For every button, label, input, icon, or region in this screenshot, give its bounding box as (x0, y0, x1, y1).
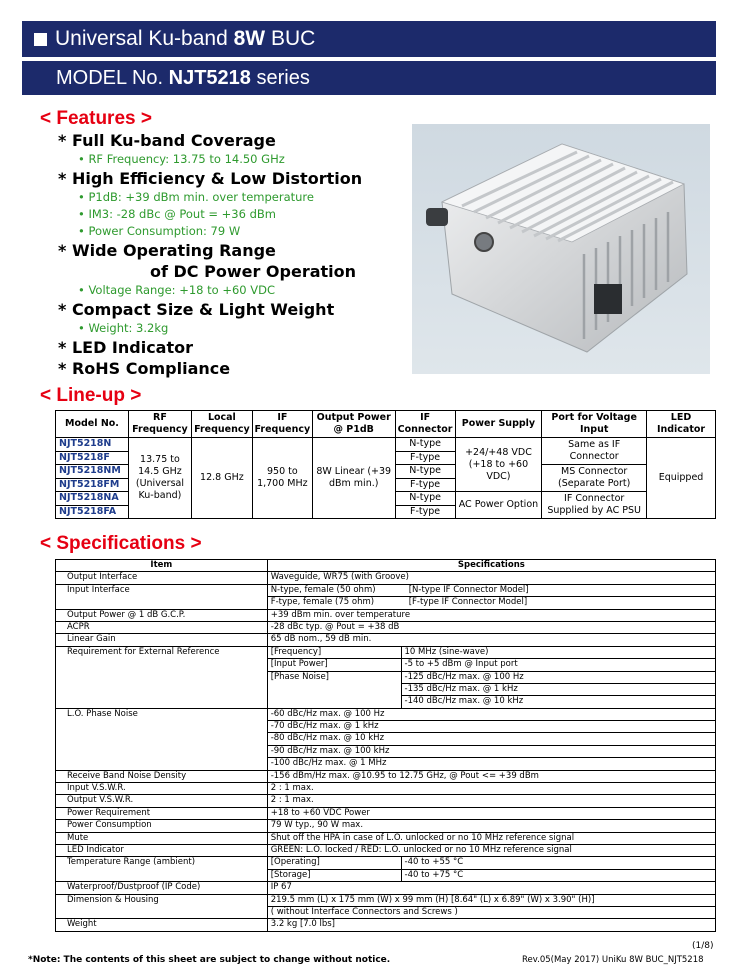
spec-value (267, 597, 715, 609)
supply-dc-cell: +24/+48 VDC (+18 to +60 VDC) (455, 438, 542, 492)
spec-item: Linear Gain (56, 634, 268, 646)
model-cell: NJT5218N (56, 438, 129, 452)
header-led: LED Indicator (647, 411, 716, 438)
spec-value: 219.5 mm (L) x 175 mm (W) x 99 mm (H) [8.64" (L) x 6.89" (W) x 3.90" (H)] (267, 894, 715, 906)
connector-cell: N-type (395, 492, 455, 506)
spec-value: -40 to +55 °C (401, 857, 716, 869)
model-post: series (256, 67, 310, 89)
spec-value-part: N-type, female (50 ohm) (270, 584, 376, 595)
header-supply: Power Supply (455, 411, 542, 438)
spec-value-part: F-type, female (75 ohm) (270, 597, 375, 608)
model-pre: MODEL No. (56, 67, 164, 89)
header-connector: IF Connector (395, 411, 455, 438)
spec-item: Input V.S.W.R. (56, 783, 268, 795)
specs-table (55, 559, 716, 932)
lineup-table (55, 410, 716, 519)
square-bullet-icon (34, 33, 47, 46)
spec-item: Temperature Range (ambient) (56, 857, 268, 882)
model-bar (22, 61, 716, 95)
led-cell: Equipped (647, 438, 716, 519)
feature-title-cont: of DC Power Operation (150, 262, 357, 281)
header-local: Local Frequency (191, 411, 252, 438)
product-photo (412, 124, 710, 374)
page-number: (1/8) (692, 941, 714, 951)
footer-note: *Note: The contents of this sheet are subject to change without notice. (28, 955, 391, 965)
title-pre: Universal Ku-band (55, 27, 228, 50)
model-cell: NJT5218F (56, 451, 129, 465)
spec-item: Weight (56, 919, 268, 931)
spec-value: -60 dBc/Hz max. @ 100 Hz (267, 708, 715, 720)
spec-value: -80 dBc/Hz max. @ 10 kHz (267, 733, 715, 745)
spec-value: 2 : 1 max. (267, 795, 715, 807)
spec-item: Requirement for External Reference (56, 646, 268, 708)
model-cell: NJT5218NA (56, 492, 129, 506)
spec-value: -135 dBc/Hz max. @ 1 kHz (401, 683, 716, 695)
spec-value: -28 dBc typ. @ Pout = +38 dB (267, 621, 715, 633)
spec-item: Waterproof/Dustproof (IP Code) (56, 882, 268, 894)
output-cell: 8W Linear (+39 dBm min.) (312, 438, 395, 519)
model-cell: NJT5218FM (56, 478, 129, 492)
spec-value: -70 dBc/Hz max. @ 1 kHz (267, 721, 715, 733)
spec-value: +18 to +60 VDC Power (267, 807, 715, 819)
feature-sub: • Weight: 3.2kg (78, 321, 169, 335)
header-rf: RF Frequency (128, 411, 191, 438)
spec-item: Dimension & Housing (56, 894, 268, 919)
supply-ac-cell: AC Power Option (455, 492, 542, 519)
spec-item: Output Interface (56, 572, 268, 584)
spec-sublabel: [Input Power] (267, 659, 401, 671)
specs-heading: < Specifications > (40, 533, 202, 554)
spec-value (267, 584, 715, 596)
spec-value: Waveguide, WR75 (with Groove) (267, 572, 715, 584)
spec-value: 65 dB nom., 59 dB min. (267, 634, 715, 646)
connector-cell: N-type (395, 465, 455, 479)
title-bar (22, 21, 716, 57)
spec-item: Receive Band Noise Density (56, 770, 268, 782)
spec-value: -100 dBc/Hz max. @ 1 MHz (267, 758, 715, 770)
connector-cell: F-type (395, 478, 455, 492)
spec-value: GREEN: L.O. locked / RED: L.O. unlocked or no 10 MHz reference signal (267, 844, 715, 856)
spec-sublabel: [Phase Noise] (267, 671, 401, 708)
spec-value: -40 to +75 °C (401, 869, 716, 881)
port-cell: IF Connector Supplied by AC PSU (542, 492, 647, 519)
header-port: Port for Voltage Input (542, 411, 647, 438)
model-cell: NJT5218FA (56, 505, 129, 519)
model-cell: NJT5218NM (56, 465, 129, 479)
spec-value: Shut off the HPA in case of L.O. unlocked or no 10 MHz reference signal (267, 832, 715, 844)
connector-cell: F-type (395, 451, 455, 465)
feature-sub: • IM3: -28 dBc @ Pout = +36 dBm (78, 207, 276, 221)
buc-unit-image (412, 124, 710, 374)
spec-value: -156 dBm/Hz max. @10.95 to 12.75 GHz, @ Pout <= +39 dBm (267, 770, 715, 782)
spec-value: 79 W typ., 90 W max. (267, 820, 715, 832)
connector-cell: N-type (395, 438, 455, 452)
title-post: BUC (270, 27, 316, 50)
spec-item: Mute (56, 832, 268, 844)
spec-item: ACPR (56, 621, 268, 633)
spec-value: 2 : 1 max. (267, 783, 715, 795)
if-cell: 950 to 1,700 MHz (252, 438, 312, 519)
spec-value: -125 dBc/Hz max. @ 100 Hz (401, 671, 716, 683)
header-output: Output Power @ P1dB (312, 411, 395, 438)
feature-title: * Wide Operating Range (58, 241, 276, 260)
spec-header-spec: Specifications (267, 560, 715, 572)
spec-item: Input Interface (56, 584, 268, 609)
feature-title: * LED Indicator (58, 338, 194, 357)
spec-value: +39 dBm min. over temperature (267, 609, 715, 621)
port-cell: MS Connector (Separate Port) (542, 465, 647, 492)
spec-header-item: Item (56, 560, 268, 572)
spec-value: IP 67 (267, 882, 715, 894)
header-if: IF Frequency (252, 411, 312, 438)
revision-label: Rev.05(May 2017) UniKu 8W BUC_NJT5218 (522, 955, 704, 965)
spec-sublabel: [Storage] (267, 869, 401, 881)
features-heading: < Features > (40, 108, 152, 129)
spec-value-note: [F-type IF Connector Model] (408, 597, 528, 608)
feature-sub: • RF Frequency: 13.75 to 14.50 GHz (78, 152, 285, 166)
spec-value: 10 MHz (sine-wave) (401, 646, 716, 658)
spec-value: -140 dBc/Hz max. @ 10 kHz (401, 696, 716, 708)
local-cell: 12.8 GHz (191, 438, 252, 519)
feature-title: * Compact Size & Light Weight (58, 300, 335, 319)
spec-item: Power Consumption (56, 820, 268, 832)
header-model: Model No. (56, 411, 129, 438)
feature-title: * Full Ku-band Coverage (58, 131, 276, 150)
spec-value: -90 dBc/Hz max. @ 100 kHz (267, 745, 715, 757)
spec-value: 3.2 kg [7.0 lbs] (267, 919, 715, 931)
rf-cell: 13.75 to 14.5 GHz (Universal Ku-band) (128, 438, 191, 519)
title-bold: 8W (233, 27, 266, 50)
feature-title: * High Efficiency & Low Distortion (58, 169, 363, 188)
spec-item: LED Indicator (56, 844, 268, 856)
model-bold: NJT5218 (168, 67, 251, 89)
spec-sublabel: [Frequency] (267, 646, 401, 658)
spec-value: -5 to +5 dBm @ Input port (401, 659, 716, 671)
feature-sub: • Voltage Range: +18 to +60 VDC (78, 283, 276, 297)
spec-value-note: [N-type IF Connector Model] (408, 584, 529, 595)
feature-sub: • Power Consumption: 79 W (78, 224, 241, 238)
lineup-heading: < Line-up > (40, 385, 142, 406)
port-cell: Same as IF Connector (542, 438, 647, 465)
spec-item: Output Power @ 1 dB G.C.P. (56, 609, 268, 621)
spec-item: Output V.S.W.R. (56, 795, 268, 807)
spec-value: ( without Interface Connectors and Screws ) (267, 906, 715, 918)
spec-item: L.O. Phase Noise (56, 708, 268, 770)
feature-sub: • P1dB: +39 dBm min. over temperature (78, 190, 314, 204)
connector-cell: F-type (395, 505, 455, 519)
spec-item: Power Requirement (56, 807, 268, 819)
feature-title: * RoHS Compliance (58, 359, 231, 378)
spec-sublabel: [Operating] (267, 857, 401, 869)
